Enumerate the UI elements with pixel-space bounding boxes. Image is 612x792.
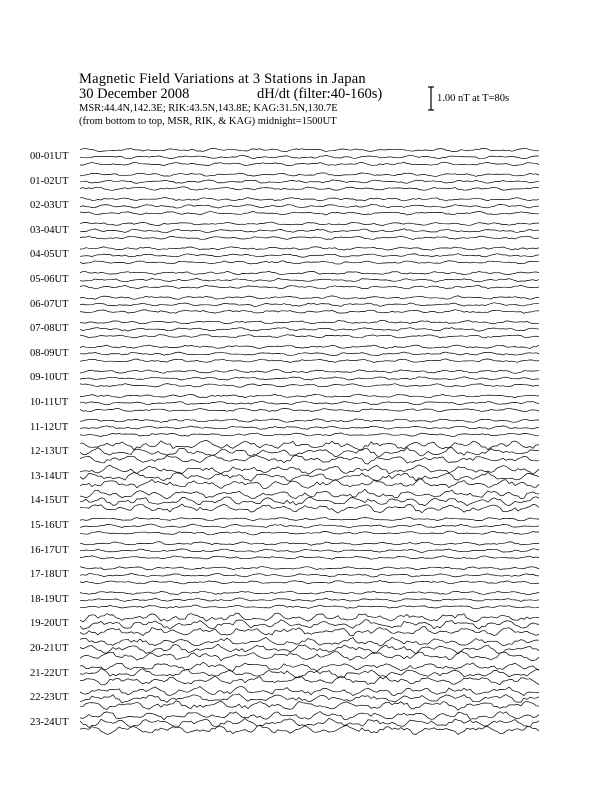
hour-label: 14-15UT: [30, 495, 69, 507]
trace-RIK: [80, 229, 539, 233]
trace-KAG: [80, 370, 539, 374]
trace-KAG: [80, 271, 539, 275]
trace-RIK: [80, 573, 539, 577]
hour-label: 00-01UT: [30, 151, 69, 162]
hour-label: 07-08UT: [30, 323, 69, 335]
trace-MSR: [80, 236, 539, 239]
hour-label: 01-02UT: [30, 175, 69, 187]
trace-MSR: [80, 408, 539, 412]
trace-RIK: [80, 644, 539, 654]
trace-KAG: [80, 517, 539, 521]
trace-MSR: [80, 384, 539, 388]
trace-MSR: [80, 335, 539, 338]
trace-MSR: [80, 454, 539, 464]
chart-filter: dH/dt (filter:40-160s): [257, 86, 383, 102]
trace-RIK: [80, 669, 539, 679]
trace-KAG: [80, 613, 539, 622]
hour-label: 13-14UT: [30, 470, 69, 482]
trace-MSR: [80, 605, 539, 608]
hour-label: 22-23UT: [30, 692, 69, 704]
trace-MSR: [80, 627, 539, 636]
trace-MSR: [80, 580, 539, 584]
trace-RIK: [80, 377, 539, 380]
trace-RIK: [80, 694, 539, 703]
trace-KAG: [80, 440, 539, 449]
trace-RIK: [80, 524, 539, 528]
hour-label: 21-22UT: [30, 667, 69, 679]
trace-RIK: [80, 426, 539, 430]
trace-KAG: [80, 637, 539, 646]
trace-RIK: [80, 352, 539, 356]
trace-RIK: [80, 303, 539, 307]
trace-MSR: [80, 433, 539, 437]
trace-KAG: [80, 296, 539, 300]
trace-MSR: [80, 261, 539, 264]
trace-KAG: [80, 173, 539, 177]
hour-label: 05-06UT: [30, 274, 69, 285]
trace-KAG: [80, 591, 539, 595]
trace-KAG: [80, 567, 539, 570]
hour-label: 06-07UT: [30, 298, 69, 310]
trace-MSR: [80, 479, 539, 488]
trace-KAG: [80, 465, 539, 474]
trace-MSR: [80, 359, 539, 363]
trace-KAG: [80, 148, 539, 152]
chart-date: 30 December 2008: [79, 86, 190, 102]
trace-KAG: [80, 662, 539, 671]
trace-RIK: [80, 497, 539, 506]
hour-label: 11-12UT: [30, 421, 69, 433]
trace-MSR: [80, 162, 539, 166]
station-order-note: (from bottom to top, MSR, RIK, & KAG) midnight=1500UT: [79, 116, 337, 127]
hour-label: 02-03UT: [30, 200, 69, 212]
trace-RIK: [80, 180, 539, 184]
hour-label: 23-24UT: [30, 716, 69, 728]
trace-MSR: [80, 310, 539, 314]
hour-label: 18-19UT: [30, 593, 69, 605]
trace-MSR: [80, 187, 539, 191]
hour-label: 03-04UT: [30, 224, 69, 236]
hour-label: 08-09UT: [30, 347, 69, 359]
trace-KAG: [80, 320, 539, 324]
trace-RIK: [80, 204, 539, 208]
hour-label: 10-11UT: [30, 397, 69, 408]
hour-label: 16-17UT: [30, 544, 69, 556]
scale-label: 1.00 nT at T=80s: [437, 93, 510, 104]
trace-RIK: [80, 598, 539, 602]
hour-label: 12-13UT: [30, 446, 69, 458]
trace-KAG: [80, 345, 539, 349]
trace-RIK: [80, 328, 539, 332]
hour-label: 15-16UT: [30, 520, 69, 531]
trace-RIK: [80, 549, 539, 553]
trace-KAG: [80, 712, 539, 720]
station-coordinates: MSR:44.4N,142.3E; RIK:43.5N,143.8E; KAG:31.5N,130.7E: [79, 103, 338, 114]
trace-MSR: [80, 701, 539, 710]
trace-KAG: [80, 394, 539, 398]
trace-RIK: [80, 620, 539, 630]
trace-RIK: [80, 718, 539, 727]
trace-KAG: [80, 687, 539, 696]
trace-RIK: [80, 254, 539, 258]
hour-label: 04-05UT: [30, 249, 69, 261]
trace-MSR: [80, 556, 539, 560]
hour-label: 19-20UT: [30, 618, 69, 630]
hour-label: 17-18UT: [30, 569, 69, 581]
trace-RIK: [80, 155, 539, 159]
trace-KAG: [80, 222, 539, 225]
trace-MSR: [80, 212, 539, 216]
trace-KAG: [80, 247, 539, 250]
trace-MSR: [80, 676, 539, 685]
trace-KAG: [80, 419, 539, 423]
trace-MSR: [80, 504, 539, 513]
trace-KAG: [80, 542, 539, 546]
trace-KAG: [80, 198, 539, 201]
trace-RIK: [80, 447, 539, 457]
trace-RIK: [80, 278, 539, 282]
hour-label: 20-21UT: [30, 643, 69, 654]
trace-MSR: [80, 725, 539, 734]
chart-title: Magnetic Field Variations at 3 Stations in Japan: [79, 71, 366, 87]
trace-MSR: [80, 285, 539, 289]
trace-RIK: [80, 401, 539, 405]
hour-label: 09-10UT: [30, 372, 69, 384]
trace-MSR: [80, 531, 539, 535]
